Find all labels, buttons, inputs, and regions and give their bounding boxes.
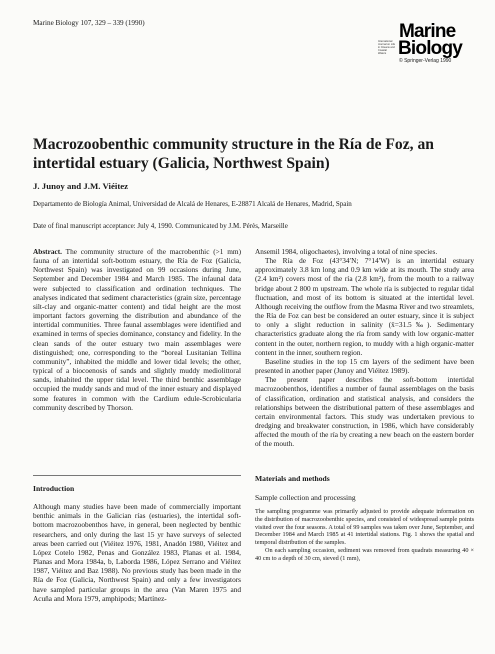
intro-continued: Ansemil 1984, oligochaetes), involving a total of nine species. [255, 247, 438, 256]
logo-marine: Marine [399, 21, 456, 42]
aims-paragraph: The present paper describes the soft-bottom intertidal macrozoobenthos, identifies a number of faunal assemblages on the basis of classification, ordination and statistical analysis, and considers the relationships between the distributional pattern of these assemblages and certain environmental factors. This study was undertaken previous to dredging and breakwater construction, in 1986, which have considerably affected the mouth of the ría by creating a new beach on the eastern border of the mouth. [255, 375, 474, 449]
abstract-label: Abstract. [33, 247, 62, 256]
manuscript-dates: Date of final manuscript acceptance: July 4, 1990. Communicated by J.M. Pérès, Marseille [33, 222, 288, 230]
journal-logo [378, 23, 472, 64]
journal-citation: Marine Biology 107, 329 – 339 (1990) [33, 19, 145, 27]
logo-copyright: © Springer-Verlag 1990 [399, 58, 452, 64]
study-area-paragraph: The Ría de Foz (43°34′N; 7°14′W) is an intertidal estuary approximately 3.8 km long and 0.9 km wide at its mouth. The study area (2.4 km²) covers most of the ría (2.8 km²), from the mouth to a railway bridge about 2 800 m upstream. The whole ría is subjected to regular tidal fluctuation, and most of its bottom is situated at the intertidal level. Although receiving the outflow from the Masma River and two streamlets, the Ría de Foz can best be considered an outer estuary, since it is subject to only a slight reduction in salinity (x̄=31.5‰). Sedimentary characteristics graduate along the ría from sandy with low organic-matter content in the outer, northern region, to muddy with a high organic-matter content in the inner, southern region. [255, 256, 474, 357]
logo-biology: Biology [398, 38, 463, 59]
methods-paragraph-1: The sampling programme was primarily adjusted to provide adequate information on the distribution of macrozoobenthic species, and consisted of widespread sample points visited over the four seasons. A total of 99 samples was taken over June, September, and December 1984 and March 1985 at 41 intertidal stations. Fig. 1 shows the spatial and temporal distribution of the samples. [255, 507, 474, 547]
baseline-paragraph: Baseline studies in the top 15 cm layers of the sediment have been presented in another paper (Junoy and Viéitez 1989). [255, 356, 474, 376]
abstract-text: The community structure of the macrobenthic (>1 mm) fauna of an intertidal soft-bottom estuary, the Ría de Foz (Galicia, Northwest Spain) was investigated on 99 occasions during June, September and December 1984 and March 1985. The infaunal data were subjected to classification and ordination techniques. The analyses indicated that sediment characteristics (grain size, percentage silt-clay and organic-matter content) and tidal height are the most important factors governing the distribution and abundance of the intertidal communities. Three faunal assemblages were identified and examined in terms of species dominance, constancy and fidelity. In the clean sands of the outer estuary two main assemblages were distinguished; one, corresponding to the “boreal Lusitanian Tellina community”, inhabited the middle and lower tidal levels; the other, typical of a biocoenosis of sands and slightly muddy mediolittoral sands, inhabited the upper tidal level. The third benthic assemblage occupied the muddy sands and mud of the inner estuary and displayed some features in common with the Cardium edule-Scrobicularia community described by Thorson. [33, 247, 241, 412]
introduction-heading: Introduction [33, 484, 75, 493]
methods-subheading: Sample collection and processing [255, 492, 356, 502]
right-column [255, 247, 474, 563]
introduction-section [33, 484, 241, 603]
abstract [33, 247, 241, 412]
paper-title: Macrozoobenthic community structure in the Ría de Foz, an intertidal estuary (Galicia, Northwest Spain) [33, 136, 434, 172]
methods-heading: Materials and methods [255, 474, 330, 484]
introduction-text: Although many studies have been made of commercially important benthic animals in the Galician rías (estuaries), the intertidal soft-bottom macrozoobenthos have, in general, been neglected by benthic researchers, and only during the last 15 yr have surveys of selected areas been carried out (Viéitez 1976, 1981, Anadón 1980, Viéitez and López Cotelo 1982, Penas and González 1983, Planas et al. 1984, Planas and Mora 1984a, b, Laborda 1986, López Serrano and Viéitez 1987, Viéitez and Baz 1988). No previous study has been made in the Ría de Foz (Galicia, Northwest Spain) and only a few investigators have sampled particular groups in the area (Van Maren 1975 and Acuña and Mora 1979, amphipods; Martínez- [33, 502, 241, 603]
authors: J. Junoy and J.M. Viéitez [33, 181, 129, 191]
section-divider [33, 475, 241, 476]
logo-subtitle: International Journal on Life in Oceans and Coastal Waters [378, 40, 396, 55]
left-column [33, 247, 241, 412]
affiliation: Departamento de Biología Animal, Universidad de Alcalá de Henares, E-28871 Alcalá de Henares, Madrid, Spain [33, 200, 352, 208]
methods-paragraph-2: On each sampling occasion, sediment was removed from quadrats measuring 40 × 40 cm to a depth of 30 cm, sieved (1 mm), [255, 547, 474, 563]
